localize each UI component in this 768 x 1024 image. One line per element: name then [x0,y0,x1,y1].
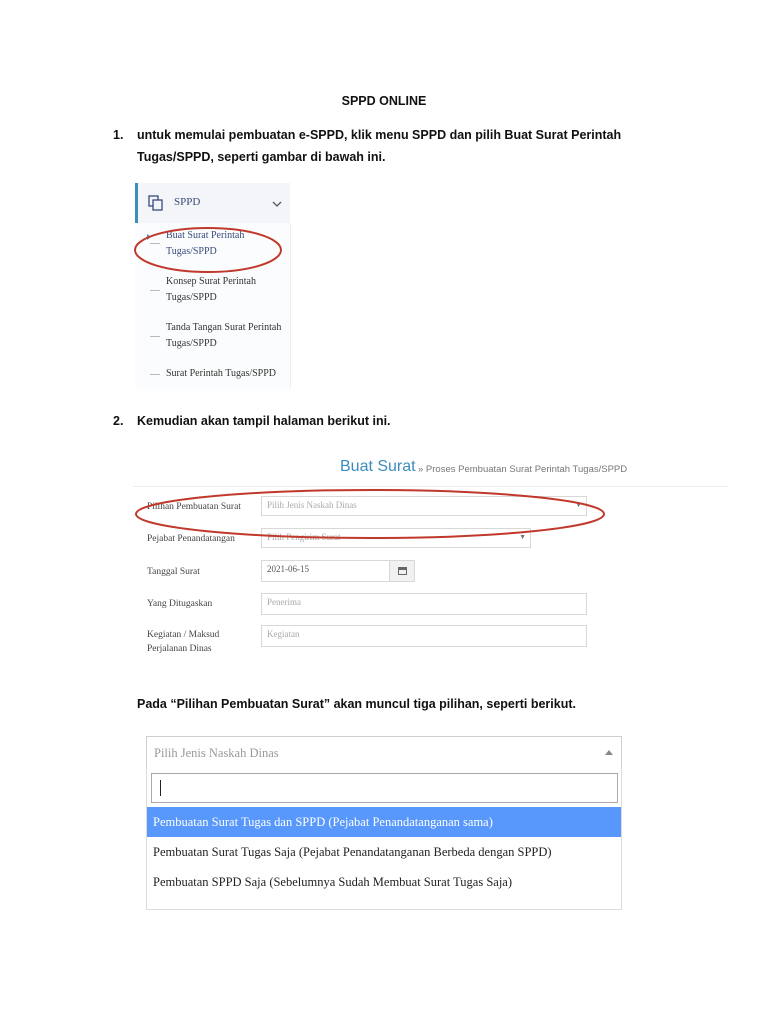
sidebar-item-buat-surat[interactable] [166,228,290,260]
sidebar-item-label: Buat Surat Perintah [166,230,245,241]
sidebar-item-label: Surat Perintah Tugas/SPPD [166,368,277,379]
tree-line [150,336,160,337]
tree-line [150,290,160,291]
dropdown-option[interactable]: Pembuatan SPPD Saja (Sebelumnya Sudah Membuat Surat Tugas Saja) [153,875,513,889]
pejabat-label: Pejabat Penandatangan [147,534,235,544]
form-title: Buat Surat [340,458,416,475]
sidebar-item-label: Tanda Tangan Surat Perintah [166,322,282,333]
label-line: Perjalanan Dinas [147,644,212,654]
pilihan-select[interactable] [261,496,587,516]
sidebar-item-konsep[interactable] [166,274,290,306]
active-arrow-icon [147,234,151,240]
document-title: SPPD ONLINE [341,94,427,108]
text-cursor [160,780,161,796]
ditugaskan-label: Yang Ditugaskan [147,599,213,609]
kegiatan-label [147,628,219,656]
step-1 [113,124,673,168]
ditugaskan-input[interactable]: Penerima [261,593,587,615]
sidebar-item-tanda-tangan[interactable] [166,320,290,352]
calendar-icon [398,567,407,575]
select-placeholder: Pilih Pengirim Surat [267,532,341,542]
copy-icon [148,195,164,211]
label-line: Kegiatan / Maksud [147,630,220,640]
step-number: 1. [113,128,124,142]
sidebar-item-label: Konsep Surat Perintah [166,276,256,287]
step-2 [113,410,673,432]
paragraph: Pada “Pilihan Pembuatan Surat” akan muncul tiga pilihan, seperti berikut. [137,697,576,711]
sidebar-item-label: Tugas/SPPD [166,246,217,257]
sidebar-screenshot [135,183,290,389]
form-screenshot [133,448,728,668]
dropdown-placeholder: Pilih Jenis Naskah Dinas [154,746,279,760]
tanggal-label: Tanggal Surat [147,567,200,577]
sidebar-item-label: Tugas/SPPD [166,292,217,303]
dropdown-panel [146,769,622,910]
dropdown-search-input[interactable] [151,773,618,803]
pejabat-select[interactable] [261,528,531,548]
sidebar-item-label: Tugas/SPPD [166,338,217,349]
sidebar-menu-label: SPPD [174,196,201,208]
breadcrumb: » Proses Pembuatan Surat Perintah Tugas/SPPD [418,464,628,475]
chevron-down-icon [272,200,282,208]
dropdown-option[interactable]: Pembuatan Surat Tugas dan SPPD (Pejabat Penandatanganan sama) [147,807,621,837]
sidebar-item-surat-perintah[interactable] [166,366,290,382]
tanggal-input[interactable]: 2021-06-15 [261,560,391,582]
select-placeholder: Pilih Jenis Naskah Dinas [267,500,357,510]
sidebar-menu-sppd[interactable] [135,183,290,223]
step-text: untuk memulai pembuatan e-SPPD, klik menu SPPD dan pilih Buat Surat Perintah Tugas/SPPD, seperti gambar di bawah ini. [137,128,622,164]
caret-down-icon: ▼ [575,501,582,509]
kegiatan-input[interactable]: Kegiatan [261,625,587,647]
calendar-button[interactable] [389,560,415,582]
caret-down-icon: ▼ [519,533,526,541]
caret-up-icon [605,750,613,755]
pilihan-label: Pilihan Pembuatan Surat [147,502,241,512]
dropdown-option[interactable]: Pembuatan Surat Tugas Saja (Pejabat Penandatanganan Berbeda dengan SPPD) [153,845,552,859]
tree-line [150,374,160,375]
step-text: Kemudian akan tampil halaman berikut ini. [137,414,391,428]
tree-line [150,243,160,244]
sidebar-submenu [135,223,291,389]
divider [133,486,728,487]
dropdown-screenshot [146,736,622,910]
dropdown-select[interactable] [146,736,622,770]
step-number: 2. [113,414,124,428]
